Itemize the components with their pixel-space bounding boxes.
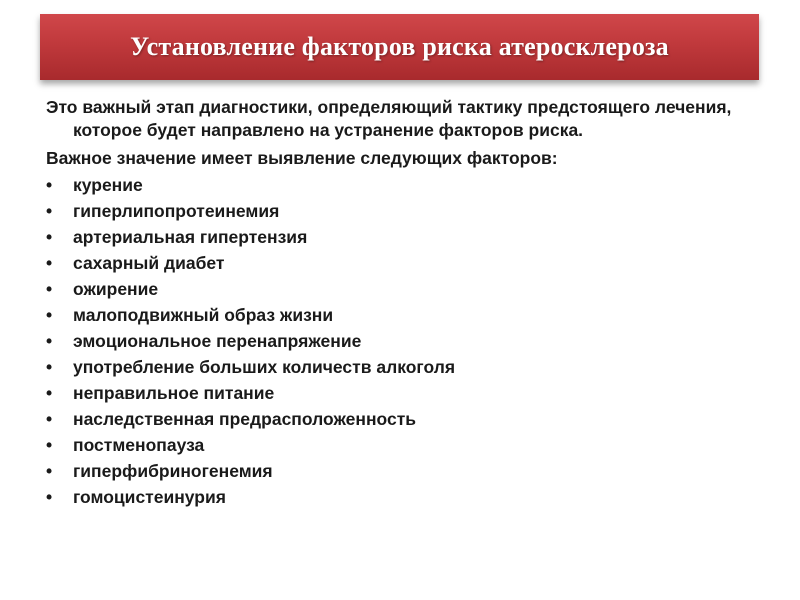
list-item bbox=[46, 198, 746, 224]
title-banner bbox=[40, 14, 759, 80]
list-item bbox=[46, 250, 746, 276]
list-item-label: гиперлипопротеинемия bbox=[73, 201, 280, 221]
intro-paragraph: Это важный этап диагностики, определяющий тактику предстоящего лечения, которое будет направлено на устранение факторов риска. bbox=[46, 97, 732, 140]
list-item bbox=[46, 458, 746, 484]
list-item bbox=[46, 380, 746, 406]
list-item-label: эмоциональное перенапряжение bbox=[73, 331, 362, 351]
bullet-icon: • bbox=[46, 331, 53, 351]
slide-content bbox=[46, 96, 746, 510]
list-item bbox=[46, 302, 746, 328]
list-item-label: малоподвижный образ жизни bbox=[73, 305, 334, 325]
risk-factor-list bbox=[46, 172, 746, 510]
bullet-icon: • bbox=[46, 435, 53, 455]
bullet-icon: • bbox=[46, 305, 53, 325]
list-item bbox=[46, 172, 746, 198]
bullet-icon: • bbox=[46, 409, 53, 429]
list-item-label: артериальная гипертензия bbox=[73, 227, 308, 247]
list-item bbox=[46, 406, 746, 432]
list-item-label: неправильное питание bbox=[73, 383, 275, 403]
bullet-icon: • bbox=[46, 279, 53, 299]
list-item-label: наследственная предрасположенность bbox=[73, 409, 417, 429]
bullet-icon: • bbox=[46, 383, 53, 403]
bullet-icon: • bbox=[46, 253, 53, 273]
list-item-label: постменопауза bbox=[73, 435, 205, 455]
list-item-label: ожирение bbox=[73, 279, 159, 299]
list-item bbox=[46, 224, 746, 250]
list-item-label: сахарный диабет bbox=[73, 253, 225, 273]
list-item bbox=[46, 276, 746, 302]
bullet-icon: • bbox=[46, 227, 53, 247]
list-item-label: гиперфибриногенемия bbox=[73, 461, 273, 481]
bullet-icon: • bbox=[46, 461, 53, 481]
bullet-icon: • bbox=[46, 201, 53, 221]
bullet-icon: • bbox=[46, 175, 53, 195]
bullet-icon: • bbox=[46, 487, 53, 507]
slide-title: Установление факторов риска атеросклероза bbox=[130, 32, 669, 61]
list-item-label: курение bbox=[73, 175, 143, 195]
list-item bbox=[46, 484, 746, 510]
list-item-label: употребление больших количеств алкоголя bbox=[73, 357, 456, 377]
list-item bbox=[46, 328, 746, 354]
list-item bbox=[46, 354, 746, 380]
list-item-label: гомоцистеинурия bbox=[73, 487, 226, 507]
bullet-icon: • bbox=[46, 357, 53, 377]
list-item bbox=[46, 432, 746, 458]
lead-paragraph: Важное значение имеет выявление следующих факторов: bbox=[46, 148, 558, 168]
